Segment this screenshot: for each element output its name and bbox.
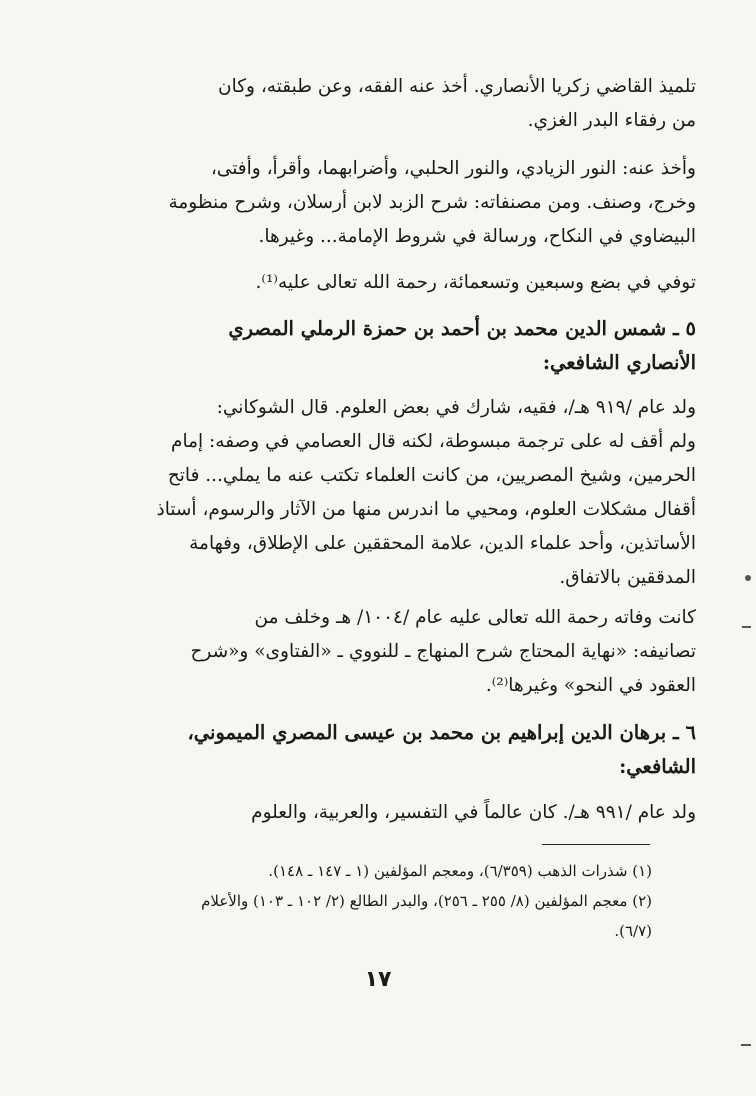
text-line: وأخذ عنه: النور الزيادي، والنور الحلبي، وأضرابهما، وأقرأ، وأفتى، — [210, 158, 696, 179]
text-line: الحرمين، وشيخ المصريين، من كانت العلماء تكتب عنه ما يملي... فاتح — [167, 465, 696, 486]
paragraph-6 — [100, 601, 696, 703]
text-line: ولد عام /٩٩١ هـ/. كان عالماً في التفسير، والعربية، والعلوم — [251, 802, 696, 823]
paragraph-8 — [100, 796, 696, 830]
text-line: أقفال مشكلات العلوم، ومحيي ما اندرس منها من الآثار والرسوم، أستاذ — [156, 499, 696, 520]
footnote-2-continued: (٦/٧). — [614, 922, 652, 940]
footnote-divider — [542, 844, 650, 845]
paragraph-5 — [100, 391, 696, 595]
heading-line: ٦ ـ برهان الدين إبراهيم بن محمد بن عيسى المصري الميموني، — [187, 721, 696, 744]
section-heading-6 — [100, 716, 696, 784]
scan-mark — [742, 626, 751, 628]
text-line: وخرج، وصنف. ومن مصنفاته: شرح الزبد لابن أرسلان، وشرح منظومة — [168, 192, 696, 213]
text-line: تلميذ القاضي زكريا الأنصاري. أخذ عنه الفقه، وعن طبقته، وكان — [217, 76, 696, 97]
section-heading-5 — [100, 312, 696, 380]
footnote-2: (٢) معجم المؤلفين (٨/ ٢٥٥ ـ ٢٥٦)، والبدر الطالع (٢/ ١٠٢ ـ ١٠٣) والأعلام — [201, 892, 652, 910]
text-line: من رفقاء البدر الغزي. — [527, 110, 696, 131]
footnote-1: (١) شذرات الذهب (٦/٣٥٩)، ومعجم المؤلفين (١ ـ ١٤٧ ـ ١٤٨). — [268, 862, 652, 880]
paragraph-2 — [100, 152, 696, 254]
paragraph-3 — [100, 266, 696, 300]
scan-mark — [741, 1044, 751, 1046]
heading-line: الأنصاري الشافعي: — [542, 351, 696, 374]
text-line: كانت وفاته رحمة الله تعالى عليه عام /١٠٠٤/ هـ وخلف من — [254, 607, 696, 628]
text-line: ولد عام /٩١٩ هـ/، فقيه، شارك في بعض العلوم. قال الشوكاني: — [216, 397, 696, 418]
text-line: المدققين بالاتفاق. — [559, 567, 696, 588]
heading-line: ٥ ـ شمس الدين محمد بن أحمد بن حمزة الرملي المصري — [228, 317, 696, 340]
scan-mark — [745, 575, 751, 581]
text-line: البيضاوي في النكاح، ورسالة في شروط الإمامة... وغيرها. — [258, 226, 696, 247]
text-line: ولم أقف له على ترجمة مبسوطة، لكنه قال العصامي في وصفه: إمام — [171, 431, 696, 452]
text-line: تصانيفه: «نهاية المحتاج شرح المنهاج ـ للنووي ـ «الفتاوى» و«شرح — [190, 641, 696, 662]
text-line: توفي في بضع وسبعين وتسعمائة، رحمة الله تعالى عليه⁽¹⁾. — [255, 272, 696, 293]
paragraph-1 — [100, 70, 696, 138]
footnotes — [100, 856, 652, 946]
heading-line: الشافعي: — [619, 755, 696, 778]
text-line: الأساتذين، وأحد علماء الدين، علامة المحققين على الإطلاق، وفهامة — [189, 533, 696, 554]
text-line: العقود في النحو» وغيرها⁽²⁾. — [485, 675, 696, 696]
page-number: ١٧ — [364, 967, 392, 992]
